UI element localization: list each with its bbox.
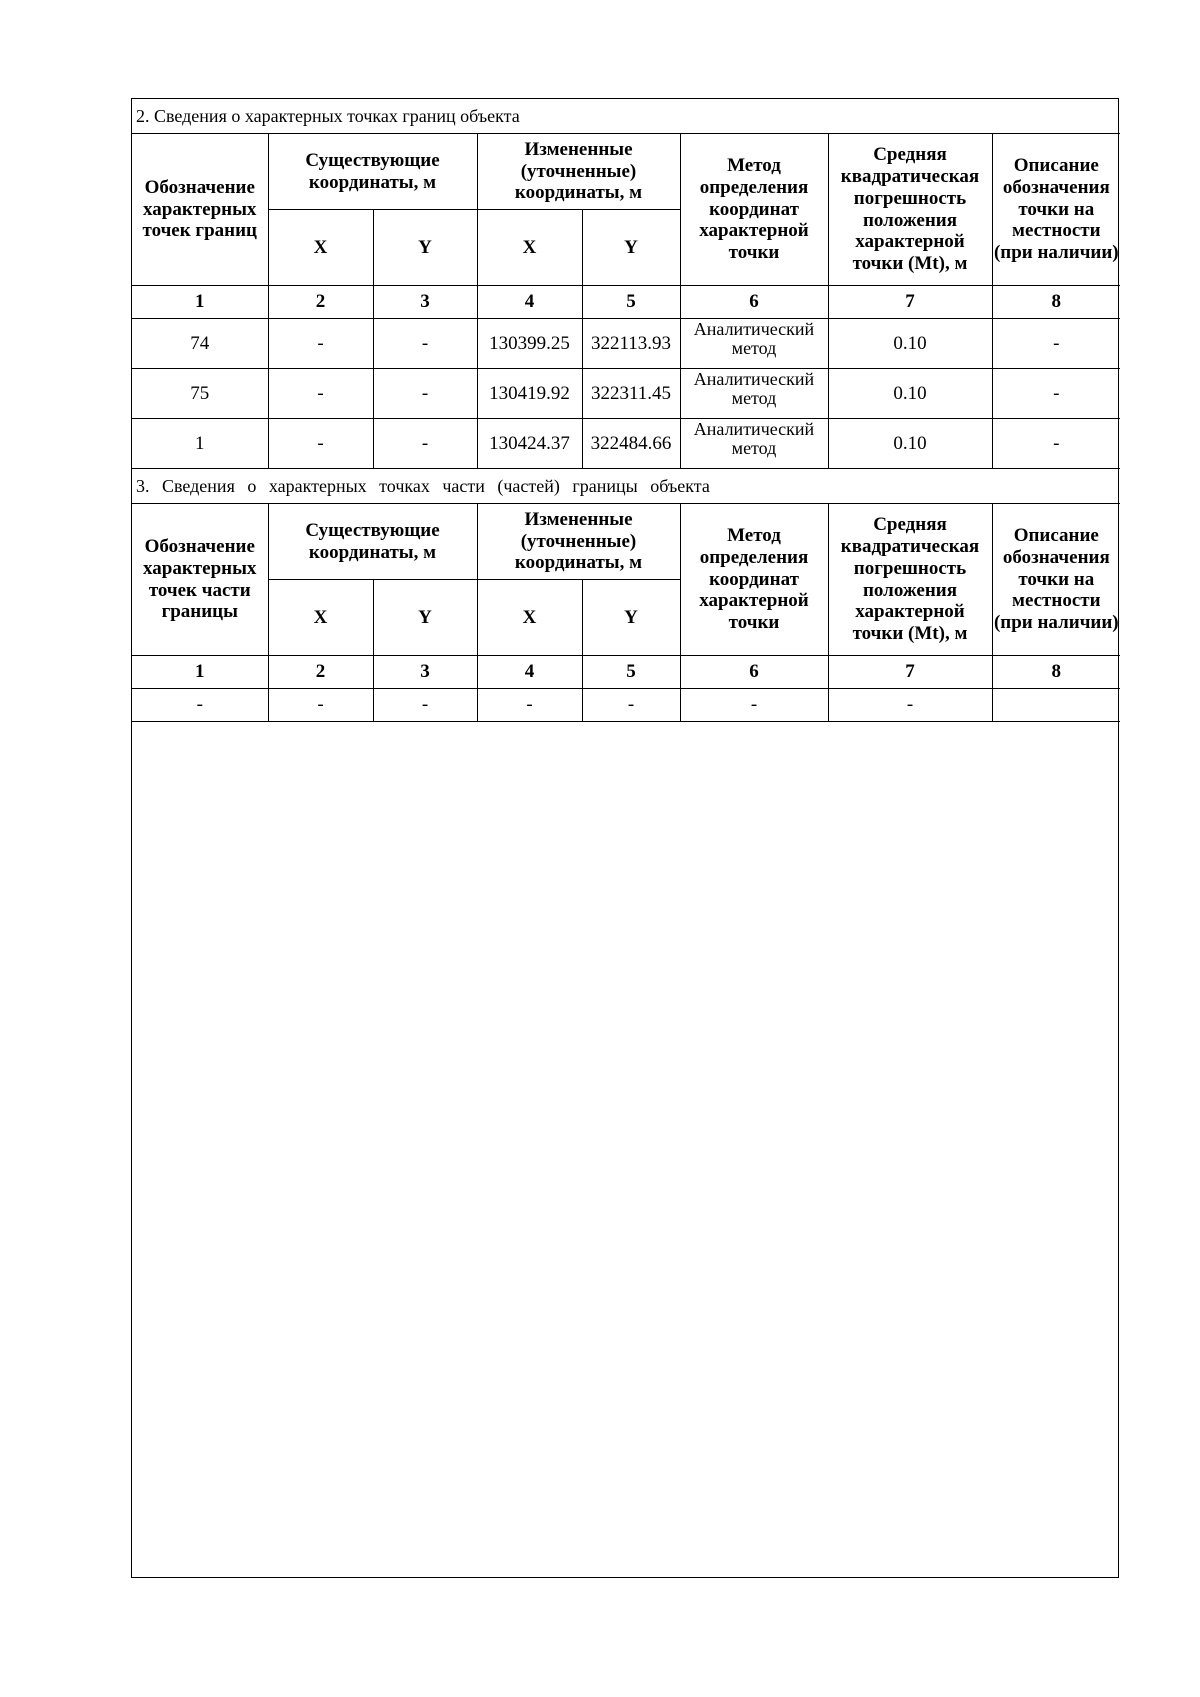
header-changed-coords: Измененные (уточненные) координаты, м — [477, 504, 680, 580]
points-table — [132, 99, 1120, 722]
column-number: 1 — [132, 656, 268, 689]
method: Аналитический метод — [680, 369, 828, 419]
point-description: - — [992, 319, 1120, 369]
header-changed-y: Y — [582, 580, 680, 656]
existing-x: - — [268, 319, 373, 369]
existing-y: - — [373, 689, 477, 722]
existing-y: - — [373, 319, 477, 369]
header-changed-x: X — [477, 580, 582, 656]
method: - — [680, 689, 828, 722]
existing-x: - — [268, 369, 373, 419]
point-designation: 75 — [132, 369, 268, 419]
existing-x: - — [268, 689, 373, 722]
column-number: 1 — [132, 286, 268, 319]
column-number: 6 — [680, 286, 828, 319]
error-mt: 0.10 — [828, 369, 992, 419]
header-existing-y: Y — [373, 580, 477, 656]
existing-x: - — [268, 419, 373, 469]
column-number: 4 — [477, 656, 582, 689]
column-number: 7 — [828, 656, 992, 689]
header-description: Описание обозначения точки на местности (при наличии) — [992, 134, 1120, 286]
method: Аналитический метод — [680, 319, 828, 369]
column-number: 3 — [373, 286, 477, 319]
error-mt: 0.10 — [828, 319, 992, 369]
changed-x: - — [477, 689, 582, 722]
column-number: 8 — [992, 656, 1120, 689]
header-method: Метод определения координат характерной точки — [680, 134, 828, 286]
existing-y: - — [373, 419, 477, 469]
header-changed-y: Y — [582, 210, 680, 286]
table-row — [132, 319, 1120, 369]
error-mt: 0.10 — [828, 419, 992, 469]
changed-x: 130399.25 — [477, 319, 582, 369]
header-designation: Обозначение характерных точек границ — [132, 134, 268, 286]
point-description: - — [992, 369, 1120, 419]
header-existing-y: Y — [373, 210, 477, 286]
header-changed-coords: Измененные (уточненные) координаты, м — [477, 134, 680, 210]
error-mt: - — [828, 689, 992, 722]
changed-y: 322484.66 — [582, 419, 680, 469]
table-row — [132, 369, 1120, 419]
table-row — [132, 419, 1120, 469]
document-frame — [131, 98, 1119, 1578]
column-number: 2 — [268, 656, 373, 689]
column-number: 3 — [373, 656, 477, 689]
header-error: Средняя квадратическая погрешность положения характерной точки (Mt), м — [828, 134, 992, 286]
table-row — [132, 689, 1120, 722]
changed-y: - — [582, 689, 680, 722]
header-existing-coords: Существующие координаты, м — [268, 504, 477, 580]
point-description — [992, 689, 1120, 722]
header-method: Метод определения координат характерной точки — [680, 504, 828, 656]
column-number: 8 — [992, 286, 1120, 319]
header-description: Описание обозначения точки на местности (при наличии) — [992, 504, 1120, 656]
header-error: Средняя квадратическая погрешность положения характерной точки (Mt), м — [828, 504, 992, 656]
method: Аналитический метод — [680, 419, 828, 469]
column-number: 4 — [477, 286, 582, 319]
changed-y: 322311.45 — [582, 369, 680, 419]
column-number: 6 — [680, 656, 828, 689]
column-number: 5 — [582, 656, 680, 689]
point-designation: 1 — [132, 419, 268, 469]
changed-x: 130424.37 — [477, 419, 582, 469]
header-existing-x: X — [268, 580, 373, 656]
point-designation: 74 — [132, 319, 268, 369]
changed-x: 130419.92 — [477, 369, 582, 419]
section-2-title: 2. Сведения о характерных точках границ объекта — [132, 99, 1120, 134]
point-designation: - — [132, 689, 268, 722]
column-number: 5 — [582, 286, 680, 319]
column-number: 2 — [268, 286, 373, 319]
existing-y: - — [373, 369, 477, 419]
point-description: - — [992, 419, 1120, 469]
section-3-title: 3. Сведения о характерных точках части (частей) границы объекта — [132, 469, 1120, 504]
header-changed-x: X — [477, 210, 582, 286]
header-existing-coords: Существующие координаты, м — [268, 134, 477, 210]
changed-y: 322113.93 — [582, 319, 680, 369]
header-existing-x: X — [268, 210, 373, 286]
header-designation: Обозначение характерных точек части границы — [132, 504, 268, 656]
column-number: 7 — [828, 286, 992, 319]
